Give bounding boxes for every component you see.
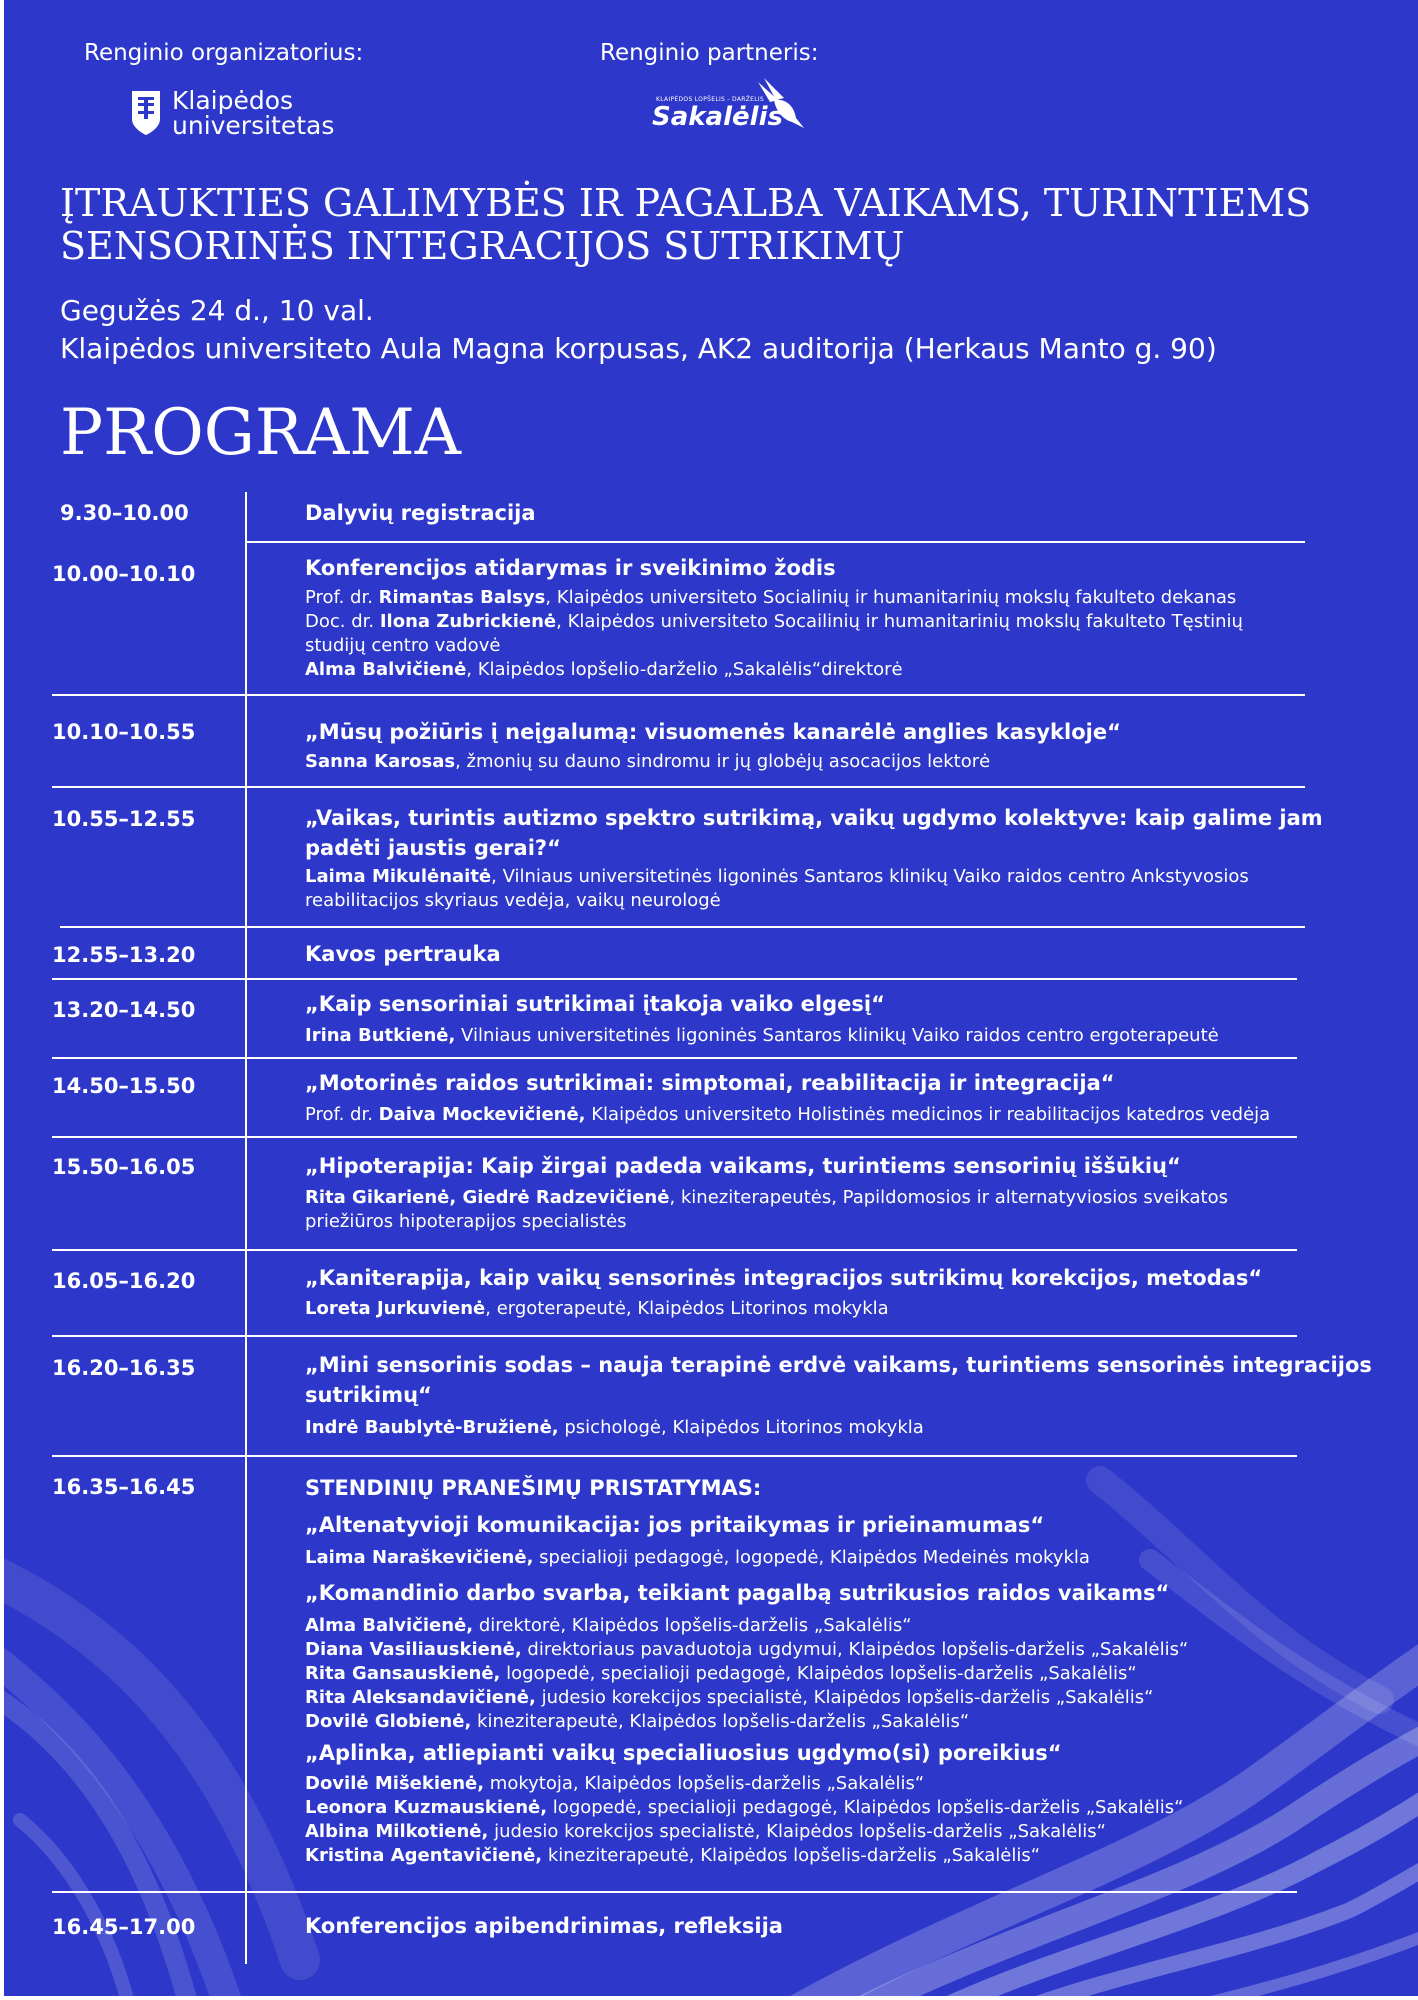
- session-time: 10.55–12.55: [52, 807, 196, 831]
- speaker-role: , ergoterapeutė, Klaipėdos Litorinos mokykla: [485, 1298, 889, 1319]
- session-time: 14.50–15.50: [52, 1074, 196, 1098]
- session-title: [305, 1350, 1372, 1410]
- speaker-name: Sanna Karosas: [305, 751, 456, 772]
- speaker-role: reabilitacijos skyriaus vedėja, vaikų neurologė: [305, 890, 721, 911]
- session-title-line: „Vaikas, turintis autizmo spektro sutrikimą, vaikų ugdymo kolektyve: kaip galime jam: [305, 806, 1323, 830]
- event-title: [60, 182, 1360, 268]
- speaker-role: , kineziterapeutės, Papildomosios ir alternatyviosios sveikatos: [669, 1187, 1229, 1208]
- session-speakers: [305, 750, 990, 774]
- university-name-line2: universitetas: [172, 111, 335, 140]
- speaker-role: , Klaipėdos lopšelio-darželio „Sakalėlis“direktorė: [466, 659, 903, 680]
- speaker-name: Indrė Baublytė-Bružienė,: [305, 1417, 559, 1438]
- speaker-role: direktorė, Klaipėdos lopšelis-darželis „Sakalėlis“: [473, 1615, 912, 1636]
- speaker-line: [305, 1186, 1228, 1210]
- row-separator: [52, 1891, 1297, 1893]
- poster-title: „Altenatyvioji komunikacija: jos pritaikymas ir prieinamumas“: [305, 1513, 1045, 1537]
- speaker-name: Kristina Agentavičienė,: [305, 1845, 543, 1866]
- session-speakers: [305, 865, 1249, 913]
- program-divider-vertical: [245, 492, 247, 1964]
- session-time: 13.20–14.50: [52, 998, 196, 1022]
- partner-label: Renginio partneris:: [600, 40, 819, 66]
- klaipeda-university-logo: [130, 88, 334, 138]
- speaker-line: [305, 1546, 1090, 1570]
- event-venue: Klaipėdos universiteto Aula Magna korpusas, AK2 auditorija (Herkaus Manto g. 90): [60, 332, 1217, 365]
- speaker-name: Rita Aleksandavičienė,: [305, 1687, 536, 1708]
- speaker-name: Albina Milkotienė,: [305, 1821, 489, 1842]
- speaker-role: kineziterapeutė, Klaipėdos lopšelis-darželis „Sakalėlis“: [542, 1845, 1041, 1866]
- session-title: „Motorinės raidos sutrikimai: simptomai, reabilitacija ir integracija“: [305, 1071, 1115, 1095]
- event-details: [60, 292, 1217, 368]
- speaker-role: mokytoja, Klaipėdos lopšelis-darželis „Sakalėlis“: [484, 1773, 925, 1794]
- speaker-name: Rita Gikarienė, Giedrė Radzevičienė: [305, 1187, 670, 1208]
- speaker-role: logopedė, specialioji pedagogė, Klaipėdos lopšelis-darželis „Sakalėlis“: [500, 1663, 1137, 1684]
- speaker-role: , Vilniaus universitetinės ligoninės Santaros klinikų Vaiko raidos centro Ankstyvosios: [491, 866, 1249, 887]
- speaker-role: judesio korekcijos specialistė, Klaipėdos lopšelis-darželis „Sakalėlis“: [488, 1821, 1106, 1842]
- session-speakers: [305, 1103, 1270, 1127]
- speaker-line: [305, 586, 1243, 610]
- session-title-line: sutrikimų“: [305, 1383, 432, 1407]
- session-title: [305, 803, 1323, 863]
- event-date: Gegužės 24 d., 10 val.: [60, 294, 374, 327]
- speaker-role: , Klaipėdos universiteto Socialinių ir humanitarinių mokslų fakulteto dekanas: [545, 587, 1237, 608]
- speaker-name: Alma Balvičienė: [305, 659, 467, 680]
- row-separator: [52, 1335, 1297, 1337]
- speaker-role: Vilniaus universitetinės ligoninės Santaros klinikų Vaiko raidos centro ergoterapeutė: [455, 1025, 1219, 1046]
- speaker-name: Rita Gansauskienė,: [305, 1663, 501, 1684]
- organizer-label: Renginio organizatorius:: [84, 40, 364, 66]
- speaker-line: [305, 1662, 1188, 1686]
- session-time: 10.10–10.55: [52, 720, 196, 744]
- session-title: Kavos pertrauka: [305, 942, 501, 966]
- speaker-line: [305, 1210, 1228, 1234]
- session-time: 16.05–16.20: [52, 1269, 196, 1293]
- speaker-name: Daiva Mockevičienė,: [378, 1104, 586, 1125]
- session-speakers: [305, 1416, 924, 1440]
- speaker-name: Rimantas Balsys: [378, 587, 546, 608]
- speaker-name: Dovilė Mišekienė,: [305, 1773, 485, 1794]
- session-time: 15.50–16.05: [52, 1155, 196, 1179]
- sakalelis-name: Sakalėlis: [652, 102, 783, 132]
- speaker-line: [305, 1772, 1183, 1796]
- speaker-line: [305, 1820, 1183, 1844]
- session-title: „Kaniterapija, kaip vaikų sensorinės integracijos sutrikimų korekcijos, metodas“: [305, 1266, 1263, 1290]
- speaker-line: [305, 1686, 1188, 1710]
- session-time: 10.00–10.10: [52, 562, 196, 586]
- program-heading: PROGRAMA: [60, 396, 461, 470]
- speaker-line: [305, 1796, 1183, 1820]
- speaker-name: Dovilė Globienė,: [305, 1711, 472, 1732]
- session-time: 16.45–17.00: [52, 1915, 196, 1939]
- speaker-role: kineziterapeutė, Klaipėdos lopšelis-darželis „Sakalėlis“: [471, 1711, 970, 1732]
- poster-title: „Komandinio darbo svarba, teikiant pagalbą sutrikusios raidos vaikams“: [305, 1581, 1170, 1605]
- session-speakers: [305, 1297, 889, 1321]
- university-name-line1: Klaipėdos: [172, 86, 294, 115]
- poster-speakers: [305, 1546, 1090, 1570]
- speaker-role: Klaipėdos universiteto Holistinės medicinos ir reabilitacijos katedros vedėja: [585, 1104, 1271, 1125]
- speaker-role: psichologė, Klaipėdos Litorinos mokykla: [558, 1417, 924, 1438]
- session-title: STENDINIŲ PRANEŠIMŲ PRISTATYMAS:: [305, 1476, 762, 1500]
- speaker-role: specialioji pedagogė, logopedė, Klaipėdos Medeinės mokykla: [533, 1547, 1090, 1568]
- speaker-line: [305, 658, 1243, 682]
- university-crest-icon: [130, 89, 162, 137]
- speaker-line: [305, 610, 1243, 634]
- row-separator: [60, 926, 1305, 928]
- speaker-line: [305, 1844, 1183, 1868]
- speaker-name: Laima Naraškevičienė,: [305, 1547, 534, 1568]
- speaker-role: priežiūros hipoterapijos specialistės: [305, 1211, 627, 1232]
- speaker-line: [305, 1710, 1188, 1734]
- left-border: [0, 0, 4, 2000]
- speaker-line: [305, 634, 1243, 658]
- row-separator: [52, 1455, 1297, 1457]
- bottom-border: [0, 1996, 1418, 2000]
- speaker-line: [305, 889, 1249, 913]
- speaker-role: direktoriaus pavaduotoja ugdymui, Klaipėdos lopšelis-darželis „Sakalėlis“: [521, 1639, 1189, 1660]
- session-speakers: [305, 1024, 1219, 1048]
- speaker-name: Irina Butkienė,: [305, 1025, 456, 1046]
- speaker-title: Prof. dr.: [305, 587, 379, 608]
- session-title: „Kaip sensoriniai sutrikimai įtakoja vaiko elgesį“: [305, 992, 885, 1016]
- speaker-role: studijų centro vadovė: [305, 635, 501, 656]
- session-title: Konferencijos atidarymas ir sveikinimo žodis: [305, 556, 836, 580]
- speaker-line: [305, 1103, 1270, 1127]
- speaker-line: [305, 1416, 924, 1440]
- session-title-line: „Mini sensorinis sodas – nauja terapinė erdvė vaikams, turintiems sensorinės integracijos: [305, 1353, 1372, 1377]
- speaker-role: , Klaipėdos universiteto Socailinių ir humanitarinių mokslų fakulteto Tęstinių: [556, 611, 1243, 632]
- row-separator: [52, 1249, 1297, 1251]
- session-title: Konferencijos apibendrinimas, refleksija: [305, 1914, 783, 1938]
- sakalelis-subtitle: KLAIPĖDOS LOPŠELIS - DARŽELIS: [656, 96, 765, 103]
- row-separator: [52, 786, 1305, 788]
- speaker-line: [305, 1614, 1188, 1638]
- speaker-name: Laima Mikulėnaitė: [305, 866, 492, 887]
- event-title-line: ĮTRAUKTIES GALIMYBĖS IR PAGALBA VAIKAMS, TURINTIEMS: [60, 181, 1312, 225]
- row-separator: [52, 1057, 1297, 1059]
- event-title-line: SENSORINĖS INTEGRACIJOS SUTRIKIMŲ: [60, 224, 905, 268]
- session-time: 12.55–13.20: [52, 943, 196, 967]
- speaker-line: [305, 865, 1249, 889]
- session-speakers: [305, 1186, 1228, 1234]
- speaker-line: [305, 1638, 1188, 1662]
- session-title: „Hipoterapija: Kaip žirgai padeda vaikams, turintiems sensorinių iššūkių“: [305, 1154, 1181, 1178]
- row-separator: [52, 978, 1297, 980]
- row-separator: [52, 694, 1305, 696]
- session-title-line: padėti jaustis gerai?“: [305, 836, 561, 860]
- poster-title: „Aplinka, atliepianti vaikų specialiuosius ugdymo(si) poreikius“: [305, 1741, 1062, 1765]
- speaker-name: Loreta Jurkuvienė: [305, 1298, 486, 1319]
- speaker-role: logopedė, specialioji pedagogė, Klaipėdos lopšelis-darželis „Sakalėlis“: [547, 1797, 1184, 1818]
- speaker-line: [305, 1024, 1219, 1048]
- speaker-line: [305, 750, 990, 774]
- session-time: 16.35–16.45: [52, 1475, 196, 1499]
- speaker-title: Prof. dr.: [305, 1104, 379, 1125]
- poster-speakers: [305, 1772, 1183, 1868]
- session-title: „Mūsų požiūris į neįgalumą: visuomenės kanarėlė anglies kasykloje“: [305, 720, 1121, 744]
- poster-speakers: [305, 1614, 1188, 1734]
- speaker-name: Leonora Kuzmauskienė,: [305, 1797, 548, 1818]
- speaker-name: Ilona Zubrickienė: [379, 611, 557, 632]
- session-time: 9.30–10.00: [60, 501, 189, 525]
- speaker-line: [305, 1297, 889, 1321]
- row-separator: [52, 1136, 1297, 1138]
- row-separator: [245, 541, 1305, 543]
- session-time: 16.20–16.35: [52, 1356, 196, 1380]
- session-speakers: [305, 586, 1243, 682]
- session-title: Dalyvių registracija: [305, 501, 536, 525]
- speaker-role: judesio korekcijos specialistė, Klaipėdos lopšelis-darželis „Sakalėlis“: [535, 1687, 1154, 1708]
- speaker-name: Diana Vasiliauskienė,: [305, 1639, 522, 1660]
- speaker-name: Alma Balvičienė,: [305, 1615, 474, 1636]
- speaker-title: Doc. dr.: [305, 611, 380, 632]
- speaker-role: , žmonių su dauno sindromu ir jų globėjų asocacijos lektorė: [455, 751, 991, 772]
